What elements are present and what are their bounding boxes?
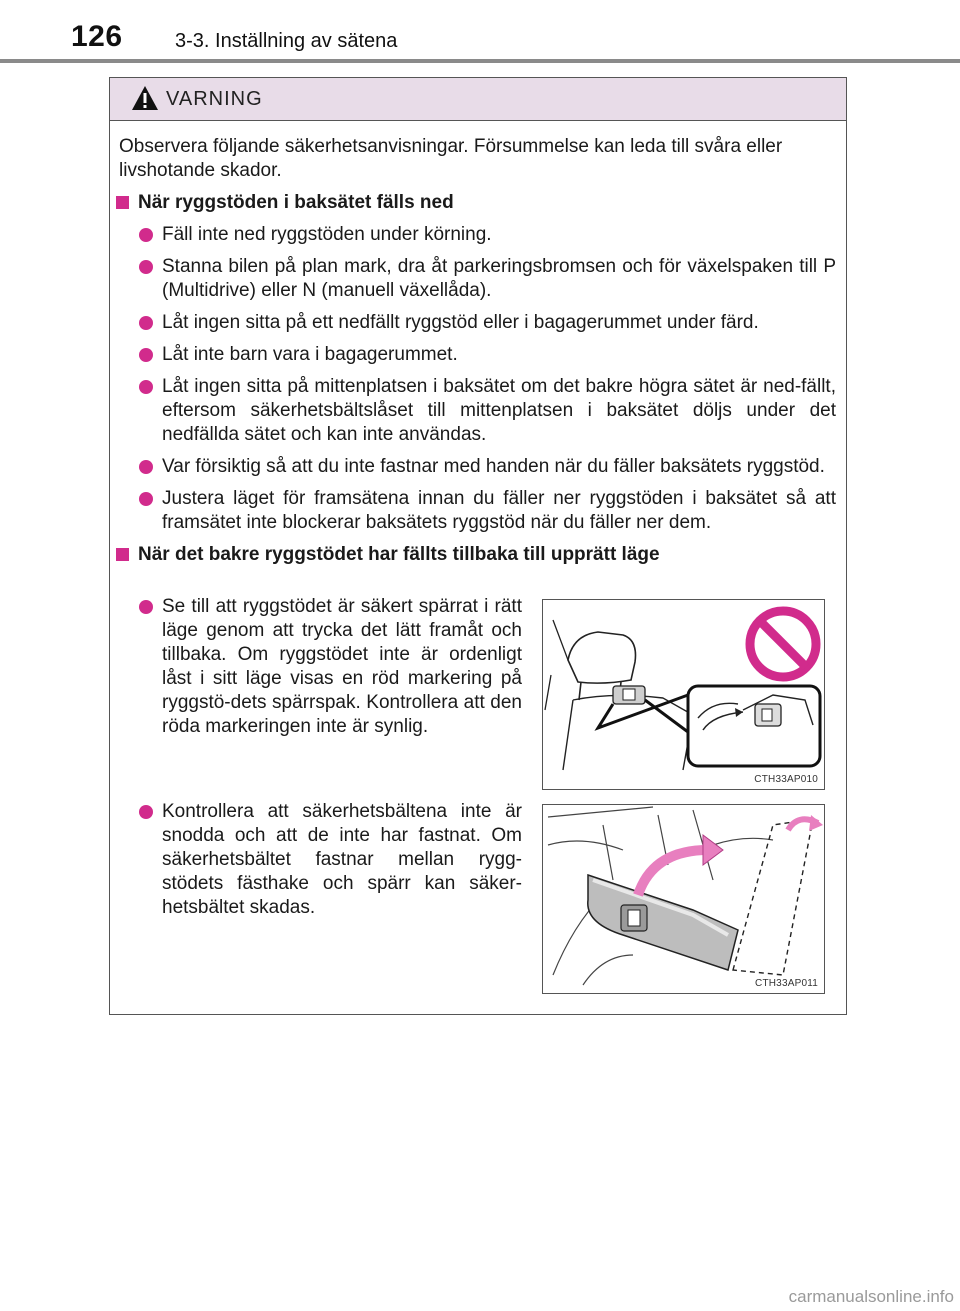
page-number: 126 [71, 20, 123, 53]
round-bullet-icon [139, 600, 153, 614]
list-item: Kontrollera att säkerhetsbältena inte är snodda och att de inte har fastnat. Om säkerhetsbältet fastnar mellan rygg-stödets fästhake och spärr kan säker-hetsbältet skadas. [116, 800, 522, 920]
figure-caption: CTH33AP011 [755, 978, 818, 989]
warning-intro: Observera följande säkerhetsanvisningar. Försummelse kan leda till svåra eller livshotande skador. [119, 136, 783, 181]
seat-lock-illustration [543, 600, 823, 788]
seatbelt-illustration [543, 805, 823, 992]
round-bullet-icon [139, 380, 153, 394]
square-bullet-icon [116, 548, 129, 561]
figure-seat-lock [542, 599, 825, 790]
round-bullet-icon [139, 316, 153, 330]
list-item: Låt ingen sitta på ett nedfällt ryggstöd eller i bagagerummet under färd. [116, 311, 836, 335]
warning-body [116, 135, 836, 567]
round-bullet-icon [139, 348, 153, 362]
round-bullet-icon [139, 460, 153, 474]
list-item: Låt ingen sitta på mittenplatsen i baksätet om det bakre högra sätet är ned-fällt, eftersom säkerhetsbältslåset till mittenplatsen i baksätet döljs under det nedfällda sätet och kan inte användas. [116, 375, 836, 447]
header-rule [0, 59, 960, 63]
section-heading-fold-down: När ryggstöden i baksätet fälls ned [116, 191, 836, 215]
round-bullet-icon [139, 260, 153, 274]
round-bullet-icon [139, 805, 153, 819]
section-heading-upright: När det bakre ryggstödet har fällts tillbaka till upprätt läge [116, 543, 836, 567]
warning-triangle-icon [130, 84, 160, 112]
warning-title: VARNING [166, 88, 263, 110]
list-item: Se till att ryggstödet är säkert spärrat i rätt läge genom att trycka det lätt framåt och tillbaka. Om ryggstödet inte är ordenligt låst i sitt läge visas en röd markering på ryggstö-dets spärrspak. Kontrollera att den röda markeringen inte är synlig. [116, 595, 522, 739]
list-item: Fäll inte ned ryggstöden under körning. [116, 223, 836, 247]
page-header [0, 0, 960, 62]
watermark: carmanualsonline.info [788, 1287, 954, 1306]
square-bullet-icon [116, 196, 129, 209]
list-item: Stanna bilen på plan mark, dra åt parkeringsbromsen och för växelspaken till P (Multidrive) eller N (manuell växellåda). [116, 255, 836, 303]
warning-header [110, 78, 846, 121]
round-bullet-icon [139, 228, 153, 242]
figure-seatbelt [542, 804, 825, 994]
warning-box [109, 77, 847, 1015]
section-title: 3-3. Inställning av sätena [175, 30, 398, 52]
round-bullet-icon [139, 492, 153, 506]
list-item: Var försiktig så att du inte fastnar med handen när du fäller baksätets ryggstöd. [116, 455, 836, 479]
figure-caption: CTH33AP010 [754, 774, 818, 785]
list-item: Låt inte barn vara i bagagerummet. [116, 343, 836, 367]
list-item: Justera läget för framsätena innan du fäller ner ryggstöden i baksätet så att framsätet inte blockerar baksätets ryggstöd när du fäller ner dem. [116, 487, 836, 535]
